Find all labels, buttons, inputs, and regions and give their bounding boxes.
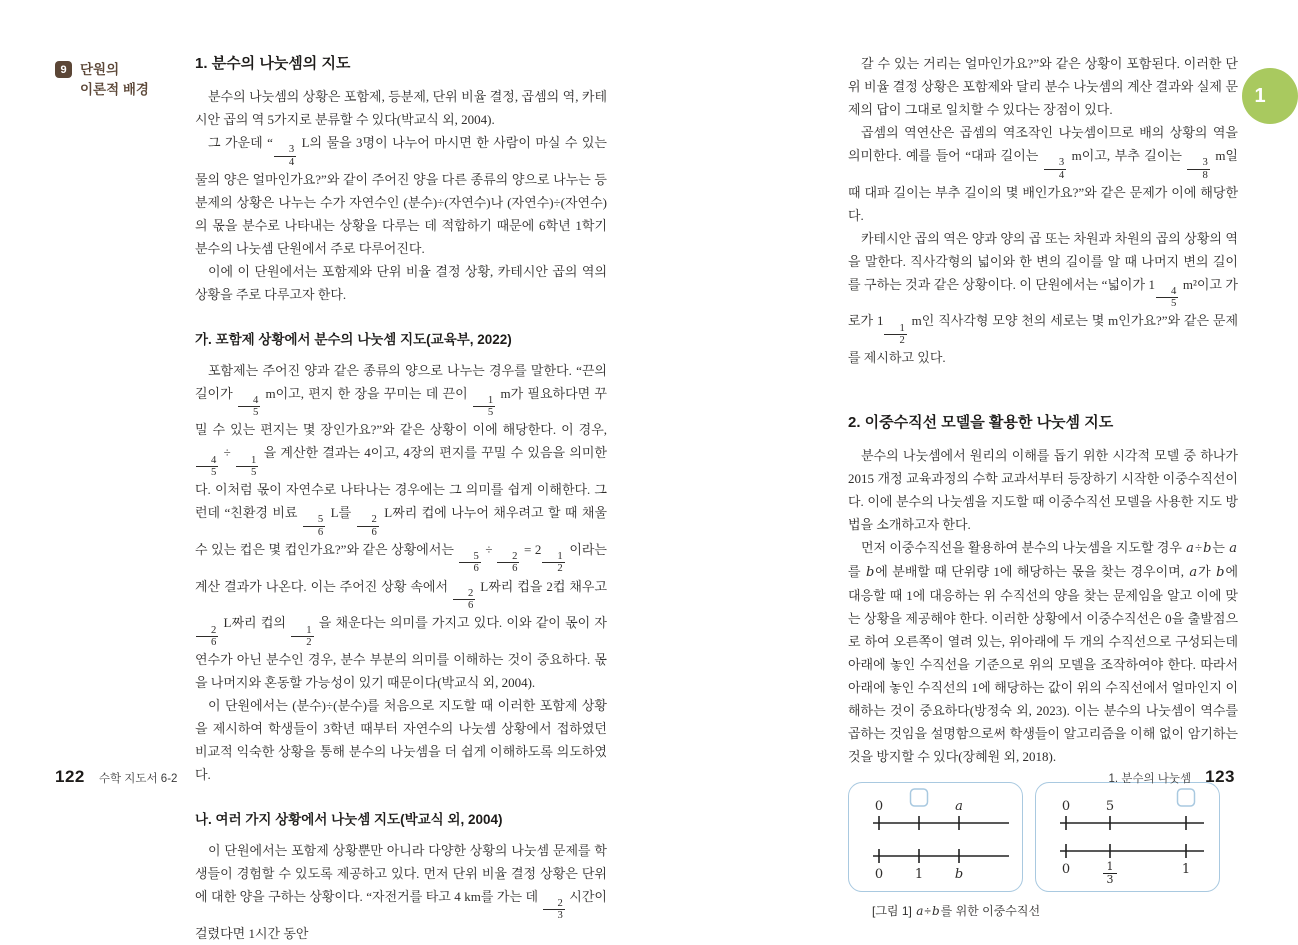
section-number-badge: 9	[55, 61, 72, 78]
paragraph: 이에 이 단원에서는 포함제와 단위 비율 결정 상황, 카테시안 곱의 역의 상황을 주로 다루고자 한다.	[195, 263, 607, 302]
page-number: 123	[1205, 767, 1235, 786]
tick-label: 0	[1061, 799, 1071, 815]
heading-ga-inclusion-context: 가. 포함제 상황에서 분수의 나눗셈 지도(교육부, 2022)	[195, 331, 512, 347]
sidebar-title-line1: 단원의	[80, 62, 120, 77]
paragraph: 갈 수 있는 거리는 얼마인가요?”와 같은 상황이 포함된다. 이러한 단위 비율 결정 상황은 포함제와 달리 분수 나눗셈의 계산 결과와 실제 문제의 답이 그대로 일치할 수 있다는 장점이 있다.	[848, 56, 1238, 117]
double-number-line-box-2	[1035, 782, 1220, 892]
sidebar-title	[80, 60, 149, 100]
fraction-denominator: 3	[1106, 873, 1114, 887]
paragraph: 먼저 이중수직선을 활용하여 분수의 나눗셈을 지도할 경우 a÷b는 a를 b에 분배할 때 단위량 1에 해당하는 몫을 찾는 경우이며, a가 b에 대응할 때 1에 대응하는 위 수직선의 양을 찾는 문제임을 알고 이에 맞는 상황을 제공해야 한다. 이러한 상황에서 이중수직선은 0을 출발점으로 하여 오른쪽이 열려 있는, 위아래에 두 개의 수직선으로 구성되는데 아래에 놓인 수직선을 기준으로 위의 모델을 조작하여야 한다. 따라서 아래에 놓인 수직선의 1에 해당하는 값이 위의 수직선에서 얼마인지 이해하는 것이 중요하다(방정숙 외, 2023). 이는 분수의 나눗셈이 역수를 곱하는 것임을 설명함으로써 학생들이 알고리즘을 이해 없이 암기하는 것을 방지할 수 있다(장혜원 외, 2018).	[848, 540, 1239, 765]
tick-label: 1	[1181, 862, 1191, 878]
left-page-column	[195, 52, 608, 941]
section-sidebar	[55, 60, 149, 100]
figure-caption: [그림 1] a÷b를 위한 이중수직선	[872, 904, 1041, 919]
double-number-line-diagram-1	[849, 783, 1022, 884]
tick-label: b	[954, 867, 964, 883]
paragraph: 포함제는 주어진 양과 같은 종류의 양으로 나누는 경우를 말한다. “끈의 길이가 $\frac{4}{5}$ m이고, 편지 한 장을 꾸미는 데 끈이 $\frac{1}{5}$ m가 필요하다면 꾸밀 수 있는 편지는 몇 장인가요?”와 같은 상황이 이에 해당한다. 이 경우, $\frac{4}{5}$ ÷ $\frac{1}{5}$ 을 계산한 결과는 4이고, 4장의 편지를 꾸밀 수 있음을 의미한다. 이처럼 몫이 자연수로 나타나는 경우에는 그 의미를 쉽게 이해한다. 그런데 “친환경 비료 $\frac{5}{6}$ L를 $\frac{2}{6}$ L짜리 컵에 나누어 채우려고 할 때 채울 수 있는 컵은 몇 컵인가요?”와 같은 상황에서는 $\frac{5}{6}$ ÷ $\frac{2}{6}$ = 2 $\frac{1}{2}$ 이라는 계산 결과가 나온다. 이는 주어진 상황 속에서 $\frac{2}{6}$ L짜리 컵을 2컵 채우고 $\frac{2}{6}$ L짜리 컵의 $\frac{1}{2}$ 을 채운다는 의미를 가지고 있다. 이와 같이 몫이 자연수가 아닌 분수인 경우, 분수 부분의 의미를 이해하는 것이 중요하다. 몫을 나머지와 혼동할 가능성이 있기 때문이다(박교식 외, 2004).	[195, 362, 608, 690]
paragraph: 그 가운데 “ $\frac{3}{4}$ L의 물을 3명이 나누어 마시면 한 사람이 마실 수 있는 물의 양은 얼마인가요?”와 같이 주어진 양을 다른 종류의 양으로 나누는 등분제의 상황은 나누는 수가 자연수인 (분수)÷(자연수)나 (자연수)÷(자연수)의 몫을 분수로 나타내는 상황을 다루는 데 적합하기 때문에 6학년 1학기 분수의 나눗셈 단원에서 주로 다루어진다.	[195, 135, 607, 256]
heading-na-various-contexts: 나. 여러 가지 상황에서 나눗셈 지도(박교식 외, 2004)	[195, 811, 503, 827]
paragraph: 카테시안 곱의 역은 양과 양의 곱 또는 차원과 차원의 곱의 상황의 역을 말한다. 직사각형의 넓이와 한 변의 길이를 알 때 나머지 변의 길이를 구하는 것과 같은 상황이다. 이 단원에서는 “넓이가 1 $\frac{4}{5}$ m²이고 가로가 1 $\frac{1}{2}$ m인 직사각형 모양 천의 세로는 몇 m인가요?”와 같은 문제를 제시하고 있다.	[848, 230, 1239, 366]
tick-label: a	[955, 799, 963, 815]
left-page-footer	[55, 767, 177, 787]
heading-double-number-line: 2. 이중수직선 모델을 활용한 나눗셈 지도	[848, 414, 1114, 432]
paragraph: 곱셈의 역연산은 곱셈의 역조작인 나눗셈이므로 배의 상황의 역을 의미한다. 예를 들어 “대파 길이는 $\frac{3}{4}$ m이고, 부추 길이는 $\frac{3}{8}$ m일 때 대파 길이는 부추 길이의 몇 배인가요?”와 같은 문제가 이에 해당한다.	[848, 125, 1238, 223]
fraction-numerator: 1	[1106, 860, 1114, 874]
paragraph: 분수의 나눗셈의 상황은 포함제, 등분제, 단위 비율 결정, 곱셈의 역, 카테시안 곱의 역 5가지로 분류할 수 있다(박교식 외, 2004).	[195, 89, 607, 127]
tick-label: 5	[1105, 799, 1115, 815]
tick-label: 1	[914, 867, 924, 883]
paragraph: 이 단원에서는 포함제 상황뿐만 아니라 다양한 상황의 나눗셈 문제를 학생들이 경험할 수 있도록 제공하고 있다. 먼저 단위 비율 결정 상황은 단위에 대한 양을 구하는 상황이다. “자전거를 타고 4 km를 가는 데 $\frac{2}{3}$ 시간이 걸렸다면 1시간 동안	[195, 842, 607, 941]
double-number-line-diagram-2	[1036, 783, 1219, 887]
tick-label: 0	[1061, 862, 1071, 878]
chapter-title-label: 1. 분수의 나눗셈	[1108, 773, 1192, 785]
right-page-column	[848, 52, 1239, 919]
right-page-footer	[1108, 767, 1235, 787]
sidebar-title-line2: 이론적 배경	[80, 82, 149, 97]
tick-label: 0	[874, 867, 884, 883]
paragraph: 분수의 나눗셈에서 원리의 이해를 돕기 위한 시각적 모델 중 하나가 2015 개정 교육과정의 수학 교과서부터 등장하기 시작한 이중수직선이다. 이에 분수의 나눗셈을 지도할 때 이중수직선 모델을 사용한 지도 방법을 소개하고자 한다.	[848, 448, 1238, 533]
unknown-value-box-icon	[1178, 789, 1195, 806]
double-number-line-box-1	[848, 782, 1023, 892]
tick-label: 0	[874, 799, 884, 815]
figure-double-number-lines	[848, 782, 1238, 892]
paragraph: 이 단원에서는 (분수)÷(분수)를 처음으로 지도할 때 이러한 포함제 상황을 제시하여 학생들이 3학년 때부터 자연수의 나눗셈 상황에서 접하였던 비교적 익숙한 상황을 통해 분수의 나눗셈을 더 쉽게 이해하도록 의도하였다.	[195, 697, 607, 782]
book-title-label: 수학 지도서 6-2	[98, 773, 178, 785]
chapter-tab: 1	[1242, 68, 1298, 124]
unknown-value-box-icon	[911, 789, 928, 806]
page-number: 122	[55, 767, 85, 786]
heading-fraction-division-teaching: 1. 분수의 나눗셈의 지도	[195, 55, 351, 72]
